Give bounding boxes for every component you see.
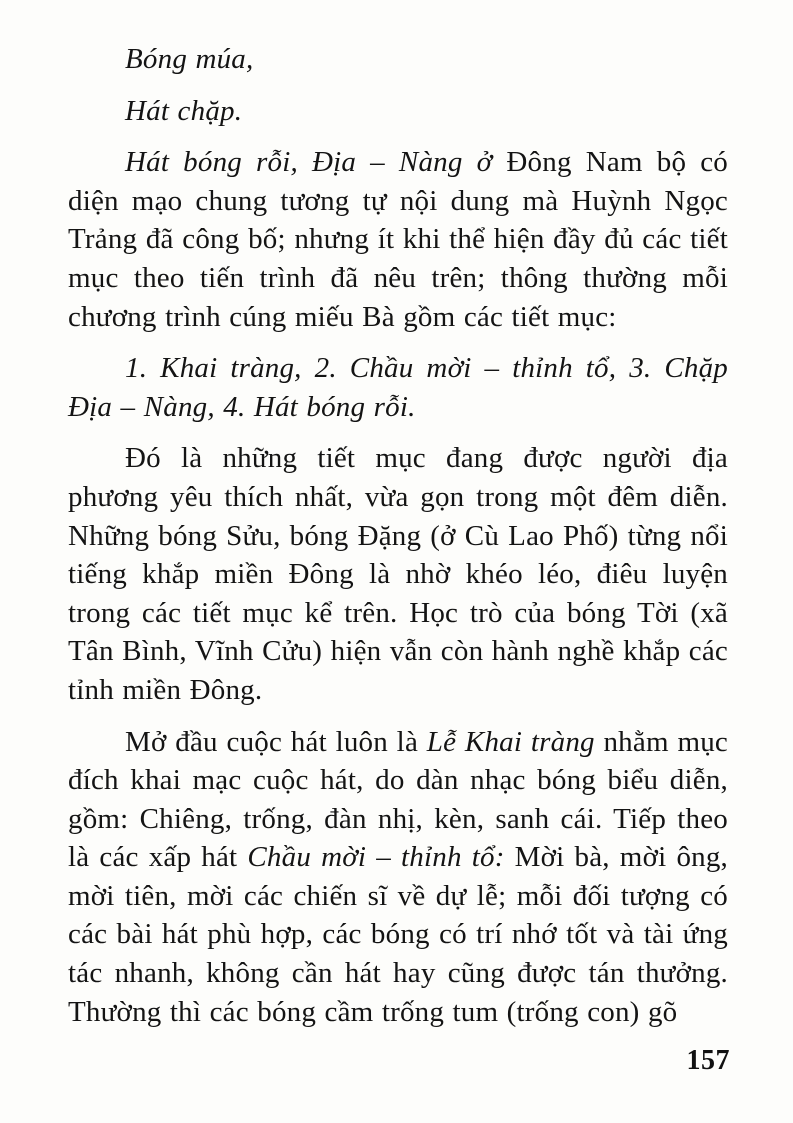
italic-text-run: Hát bóng rỗi, Địa – Nàng ở bbox=[125, 146, 493, 179]
paragraph bbox=[68, 92, 728, 131]
paragraph bbox=[68, 439, 728, 709]
text-run: Mở đầu cuộc hát luôn là bbox=[125, 725, 427, 758]
italic-text-run: Hát chặp. bbox=[125, 94, 243, 127]
text-run: Đông Nam bộ có diện mạo chung tương tự nội dung mà Huỳnh Ngọc Trảng đã công bố; nhưng ít khi thể hiện đầy đủ các tiết mục theo tiến trình đã nêu trên; thông thường mỗi chương trình cúng miếu Bà gồm các tiết mục: bbox=[68, 146, 728, 333]
text-run: nhằm mục đích khai mạc cuộc hát, do dàn nhạc bóng biểu diễn, gồm: Chiêng, trống, đàn nhị, kèn, sanh cái. Tiếp theo là các xấp hát bbox=[68, 725, 728, 874]
paragraph bbox=[68, 349, 728, 426]
text-run: Mời bà, mời ông, mời tiên, mời các chiến sĩ về dự lễ; mỗi đối tượng có các bài hát phù hợp, các bóng có trí nhớ tốt và tài ứng tác nhanh, không cần hát hay cũng được tán thưởng. Thường thì các bóng cầm trống tum (trống con) gõ bbox=[68, 841, 728, 1028]
italic-text-run: Chầu mời – thỉnh tổ: bbox=[247, 841, 505, 874]
text-run: Đó là những tiết mục đang được người địa phương yêu thích nhất, vừa gọn trong một đêm diễn. Những bóng Sửu, bóng Đặng (ở Cù Lao Phố) từng nổi tiếng khắp miền Đông là nhờ khéo léo, điêu luyện trong các tiết mục kể trên. Học trò của bóng Tời (xã Tân Bình, Vĩnh Cửu) hiện vẫn còn hành nghề khắp các tỉnh miền Đông. bbox=[68, 442, 728, 706]
italic-text-run: Lễ Khai tràng bbox=[426, 725, 595, 758]
paragraph bbox=[68, 143, 728, 336]
paragraph bbox=[68, 723, 728, 1032]
italic-text-run: Bóng múa, bbox=[125, 43, 254, 75]
text-block bbox=[68, 40, 728, 1044]
paragraph bbox=[68, 40, 728, 79]
page-number: 157 bbox=[686, 1045, 730, 1076]
italic-text-run: 1. Khai tràng, 2. Chầu mời – thỉnh tổ, 3. Chặp Địa – Nàng, 4. Hát bóng rỗi. bbox=[68, 352, 728, 423]
